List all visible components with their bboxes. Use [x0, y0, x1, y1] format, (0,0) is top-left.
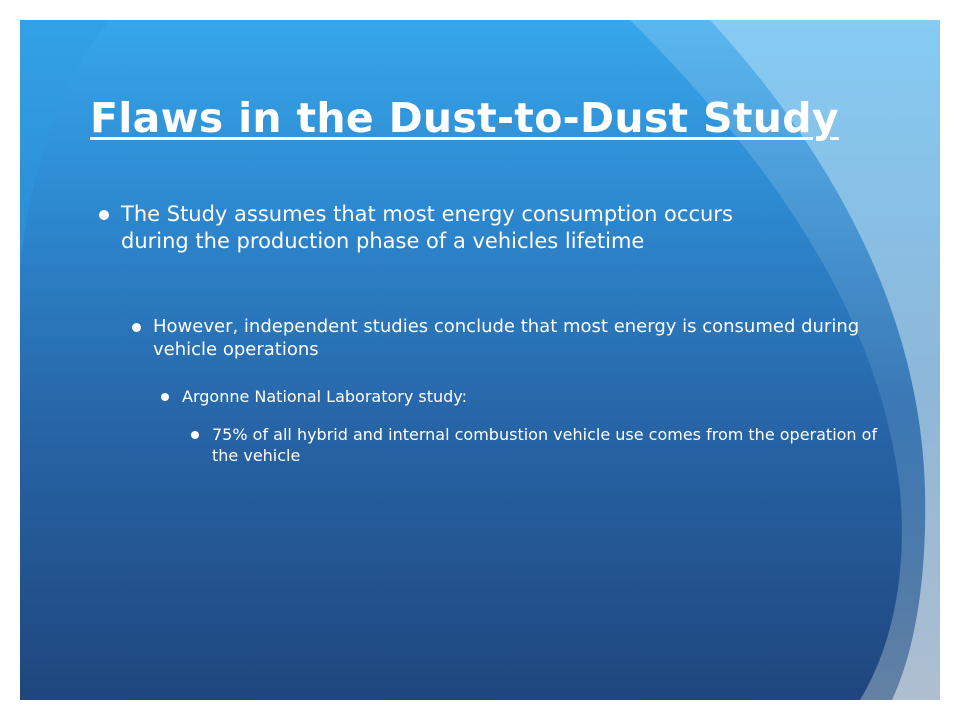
slide-title: Flaws in the Dust-to-Dust Study: [90, 94, 839, 142]
bullet-dot-icon: [99, 210, 109, 220]
bullet-level-1: [121, 201, 801, 256]
bullet-text: 75% of all hybrid and internal combustion vehicle use comes from the operation of the vehicle: [212, 425, 878, 465]
bullet-level-4: [212, 425, 892, 467]
bullet-dot-icon: [132, 323, 141, 332]
bullet-dot-icon: [191, 431, 199, 439]
bullet-text: The Study assumes that most energy consumption occurs during the production phase of a vehicles lifetime: [121, 202, 733, 254]
bullet-text: Argonne National Laboratory study:: [182, 387, 467, 406]
bullet-dot-icon: [161, 393, 169, 401]
slide-content: [20, 20, 940, 700]
bullet-level-3: [182, 387, 822, 408]
bullet-level-2: [153, 315, 883, 362]
bullet-text: However, independent studies conclude that most energy is consumed during vehicle operations: [153, 316, 860, 361]
slide: [20, 20, 940, 700]
